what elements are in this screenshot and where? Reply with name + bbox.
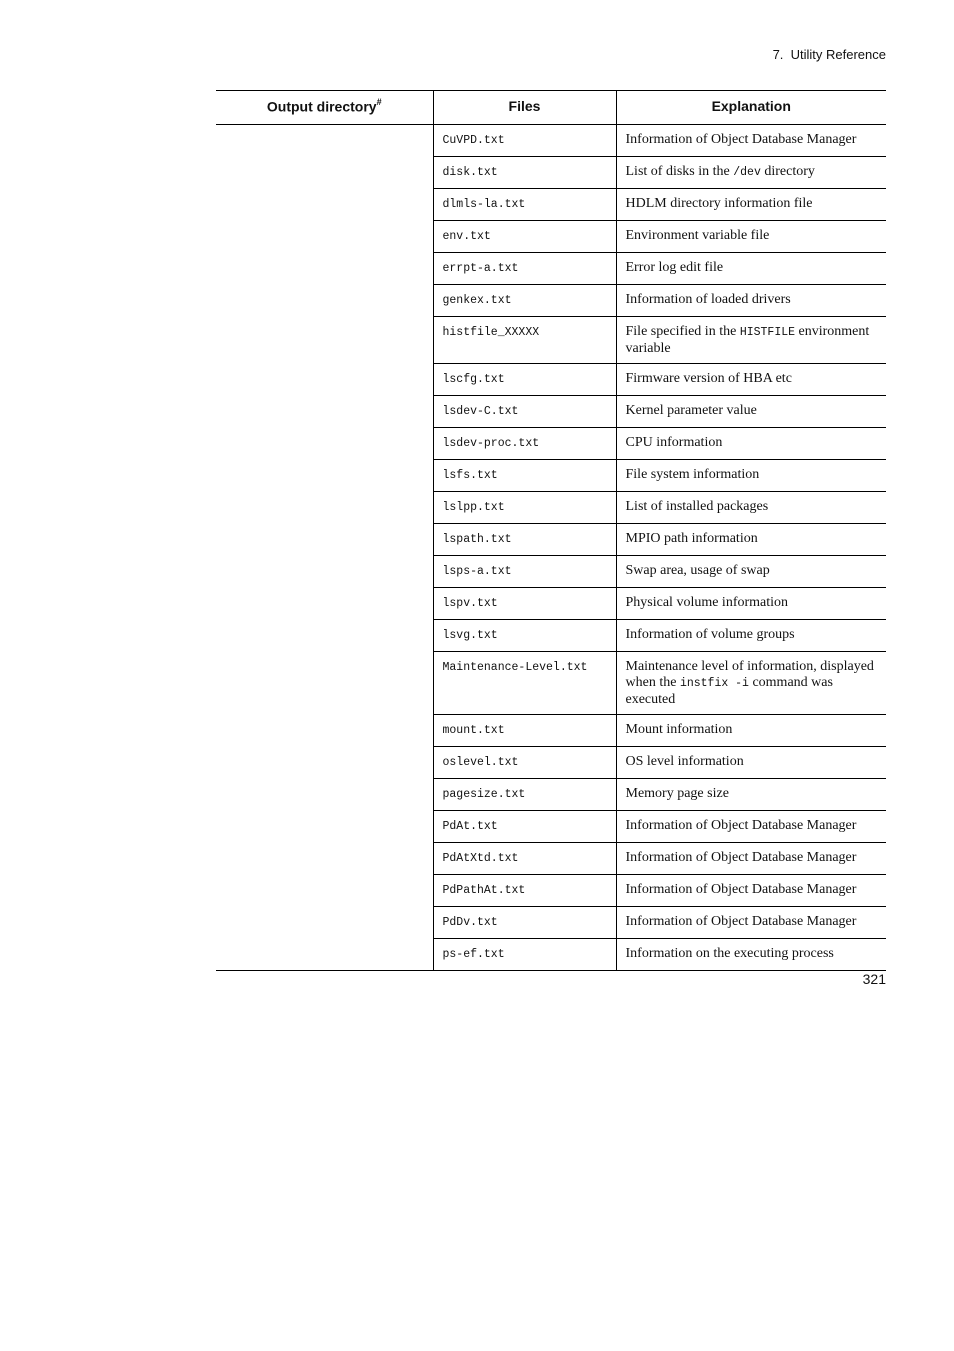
explanation-cell — [616, 157, 886, 189]
file-name-cell: genkex.txt — [433, 285, 616, 317]
file-name-cell: lspv.txt — [433, 588, 616, 620]
output-directory-cell — [216, 125, 433, 971]
explanation-cell: Firmware version of HBA etc — [616, 364, 886, 396]
explanation-cell: OS level information — [616, 747, 886, 779]
explanation-cell: Information of Object Database Manager — [616, 125, 886, 157]
file-name-cell: histfile_XXXXX — [433, 317, 616, 364]
file-name-cell: CuVPD.txt — [433, 125, 616, 157]
explanation-cell: Information of Object Database Manager — [616, 875, 886, 907]
file-name-cell: oslevel.txt — [433, 747, 616, 779]
file-name-cell: lsdev-C.txt — [433, 396, 616, 428]
explanation-cell: Mount information — [616, 715, 886, 747]
explanation-cell: Physical volume information — [616, 588, 886, 620]
explanation-text: directory — [760, 164, 815, 179]
file-name-cell: PdAt.txt — [433, 811, 616, 843]
file-name-cell: disk.txt — [433, 157, 616, 189]
explanation-cell: Information of Object Database Manager — [616, 843, 886, 875]
explanation-cell: Memory page size — [616, 779, 886, 811]
explanation-cell: Information of volume groups — [616, 620, 886, 652]
running-header: 7. Utility Reference — [772, 47, 886, 62]
explanation-cell: Information on the executing process — [616, 939, 886, 971]
file-name-cell: ps-ef.txt — [433, 939, 616, 971]
column-header-output-directory-label: Output directory — [266, 98, 377, 115]
file-name-cell: errpt-a.txt — [433, 253, 616, 285]
file-name-cell: PdPathAt.txt — [433, 875, 616, 907]
table-row — [216, 125, 886, 157]
file-name-cell: dlmls-la.txt — [433, 189, 616, 221]
file-name-cell: lsfs.txt — [433, 460, 616, 492]
file-name-cell: lslpp.txt — [433, 492, 616, 524]
column-header-files: Files — [433, 91, 616, 125]
file-name-cell: lspath.txt — [433, 524, 616, 556]
explanation-text: File specified in the — [625, 324, 740, 339]
explanation-cell: File system information — [616, 460, 886, 492]
file-name-cell: lsdev-proc.txt — [433, 428, 616, 460]
page-number: 321 — [862, 971, 886, 987]
explanation-cell: Information of loaded drivers — [616, 285, 886, 317]
explanation-cell: Environment variable file — [616, 221, 886, 253]
output-files-table — [216, 90, 886, 971]
explanation-code: instfix -i — [679, 677, 749, 690]
explanation-text: Maintenance level of information, displayed when the — [625, 659, 874, 690]
file-name-cell: env.txt — [433, 221, 616, 253]
file-name-cell: PdDv.txt — [433, 907, 616, 939]
explanation-text: List of disks in the — [625, 164, 734, 179]
file-name-cell: lsps-a.txt — [433, 556, 616, 588]
file-name-cell: Maintenance-Level.txt — [433, 652, 616, 715]
file-name-cell: pagesize.txt — [433, 779, 616, 811]
explanation-cell: List of installed packages — [616, 492, 886, 524]
explanation-text: environment variable — [625, 324, 870, 356]
file-name-cell: lscfg.txt — [433, 364, 616, 396]
explanation-cell: HDLM directory information file — [616, 189, 886, 221]
explanation-cell: Error log edit file — [616, 253, 886, 285]
explanation-text: command was executed — [625, 675, 833, 707]
explanation-cell: MPIO path information — [616, 524, 886, 556]
table-header-row — [216, 91, 886, 125]
explanation-code: /dev — [733, 166, 761, 179]
table-body — [216, 125, 886, 971]
explanation-cell: CPU information — [616, 428, 886, 460]
explanation-cell: Information of Object Database Manager — [616, 907, 886, 939]
explanation-cell: Information of Object Database Manager — [616, 811, 886, 843]
footnote-mark: # — [376, 97, 382, 107]
explanation-cell — [616, 317, 886, 364]
explanation-cell — [616, 652, 886, 715]
explanation-code: HISTFILE — [739, 326, 796, 339]
column-header-explanation: Explanation — [616, 91, 886, 125]
file-name-cell: mount.txt — [433, 715, 616, 747]
explanation-cell: Kernel parameter value — [616, 396, 886, 428]
file-name-cell: lsvg.txt — [433, 620, 616, 652]
file-name-cell: PdAtXtd.txt — [433, 843, 616, 875]
explanation-cell: Swap area, usage of swap — [616, 556, 886, 588]
column-header-output-directory — [216, 91, 433, 125]
